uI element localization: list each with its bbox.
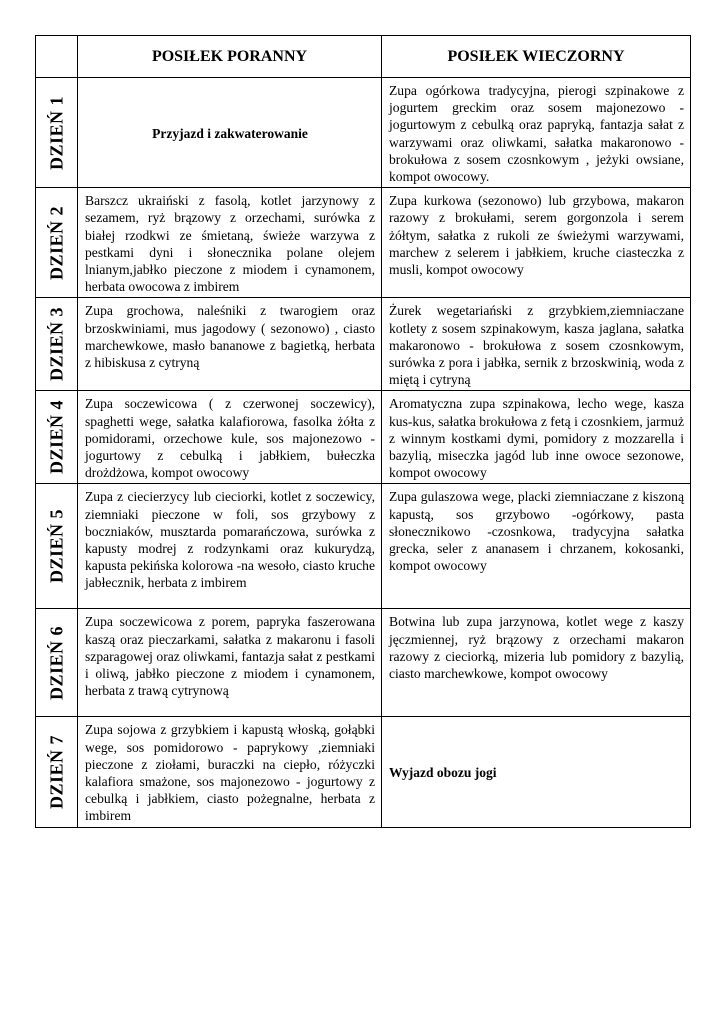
morning-meal: Zupa soczewicowa ( z czerwonej soczewicy), spaghetti wege, sałatka kalafiorowa, fasolka żółta z pomidorami, orzechowe kule, sos majonezowo - jogurtowy z cebulką i jabłkiem, bułeczka drożdżowa, kompot owocowy — [78, 391, 382, 484]
table-row — [36, 298, 691, 391]
morning-meal: Zupa soczewicowa z porem, papryka faszerowana kaszą oraz pieczarkami, sałatka z makaronu i fasoli szparagowej oraz oliwkami, fantazja sałat z pestkami i oliwą, jabłko pieczone z miodem i cynamonem, herbata z trawą cytrynową — [78, 609, 382, 717]
header-row — [36, 36, 691, 78]
table-row — [36, 78, 691, 188]
day-cell — [36, 391, 78, 484]
corner-cell — [36, 36, 78, 78]
evening-meal: Zupa gulaszowa wege, placki ziemniaczane z kiszoną kapustą, sos grzybowo -ogórkowy, pasta słonecznikowo -czosnkowa, tradycyjna sałatka grecka, seler z ananasem i chrzanem, kokosanki, kompot owocowy — [382, 484, 691, 609]
morning-meal: Zupa grochowa, naleśniki z twarogiem oraz brzoskwiniami, mus jagodowy ( sezonowo) , ciasto marchewkowe, masło bananowe z bagietką, herbata z hibiskusa z cytryną — [78, 298, 382, 391]
day-label: DZIEŃ 6 — [46, 625, 66, 700]
header-evening: POSIŁEK WIECZORNY — [382, 36, 691, 78]
morning-meal: Zupa z ciecierzycy lub cieciorki, kotlet z soczewicy, ziemniaki pieczone w foli, sos grzybowy z boczniaków, musztarda pomarańczowa, surówka z kapusty modrej z rodzynkami oraz kukurydzą, kapusta pekińska kolorowa -na wesoło, ciasto kruche jabłecznik, herbata z imbirem — [78, 484, 382, 609]
day-label: DZIEŃ 4 — [46, 400, 66, 475]
table-row — [36, 609, 691, 717]
evening-meal: Wyjazd obozu jogi — [382, 717, 691, 827]
evening-meal: Zupa ogórkowa tradycyjna, pierogi szpinakowe z jogurtem greckim oraz sosem majonezowo -jogurtowym z cebulką oraz papryką, fantazja sałat z warzywami oraz oliwkami, sałatka makaronowo -brokułowa z sosem czosnkowym , jeżyki owsiane, kompot owocowy. — [382, 78, 691, 188]
day-label: DZIEŃ 3 — [46, 307, 66, 382]
morning-meal: Zupa sojowa z grzybkiem i kapustą włoską, gołąbki wege, sos pomidorowo - paprykowy ,ziemniaki pieczone z ziołami, buraczki na ciepło, różyczki kalafiora smażone, sos majonezowo - jogurtowy z cebulką i jabłkiem, ciasto pożegnalne, herbata z imbirem — [78, 717, 382, 827]
morning-meal: Barszcz ukraiński z fasolą, kotlet jarzynowy z sezamem, ryż brązowy z orzechami, surówka z białej rzodkwi ze śmietaną, świeże warzywa z pestkami dyni i słonecznika polane olejem lnianym,jabłko pieczone z miodem i cynamonem, herbata owocowa z imbirem — [78, 188, 382, 298]
day-label: DZIEŃ 5 — [46, 509, 66, 584]
table-row — [36, 484, 691, 609]
day-cell — [36, 484, 78, 609]
day-label: DZIEŃ 1 — [46, 95, 66, 170]
evening-meal: Botwina lub zupa jarzynowa, kotlet wege z kaszy jęczmiennej, ryż brązowy z orzechami makaron razowy z cieciorką, mizeria lub pomidory z bazylią, ciasto marchewkowe, kompot owocowy — [382, 609, 691, 717]
table-row — [36, 188, 691, 298]
day-cell — [36, 609, 78, 717]
evening-meal: Zupa kurkowa (sezonowo) lub grzybowa, makaron razowy z brokułami, serem gorgonzola i serem żółtym, sałatka z rukoli ze świeżymi warzywami, marchew z selerem i jabłkiem, kruche ciasteczka z musli, kompot owocowy — [382, 188, 691, 298]
table-row — [36, 717, 691, 827]
day-cell — [36, 717, 78, 827]
day-cell — [36, 78, 78, 188]
meal-plan-table — [35, 35, 691, 828]
day-label: DZIEŃ 7 — [46, 735, 66, 810]
morning-meal: Przyjazd i zakwaterowanie — [78, 78, 382, 188]
table-row — [36, 391, 691, 484]
day-label: DZIEŃ 2 — [46, 205, 66, 280]
evening-meal: Żurek wegetariański z grzybkiem,ziemniaczane kotlety z sosem szpinakowym, kasza jaglana, sałatka makaronowo - brokułowa z sosem czosnkowym, surówka z pora i jabłka, sernik z brzoskwinią, woda z miętą i cytryną — [382, 298, 691, 391]
day-cell — [36, 298, 78, 391]
evening-meal: Aromatyczna zupa szpinakowa, lecho wege, kasza kus-kus, sałatka brokułowa z fetą i czosnkiem, jarmuż z winnym kostkami dymi, pomidory z mozzarella i bazylią, miseczka jagód lub inne owoce sezonowe, kompot owocowy — [382, 391, 691, 484]
header-morning: POSIŁEK PORANNY — [78, 36, 382, 78]
day-cell — [36, 188, 78, 298]
